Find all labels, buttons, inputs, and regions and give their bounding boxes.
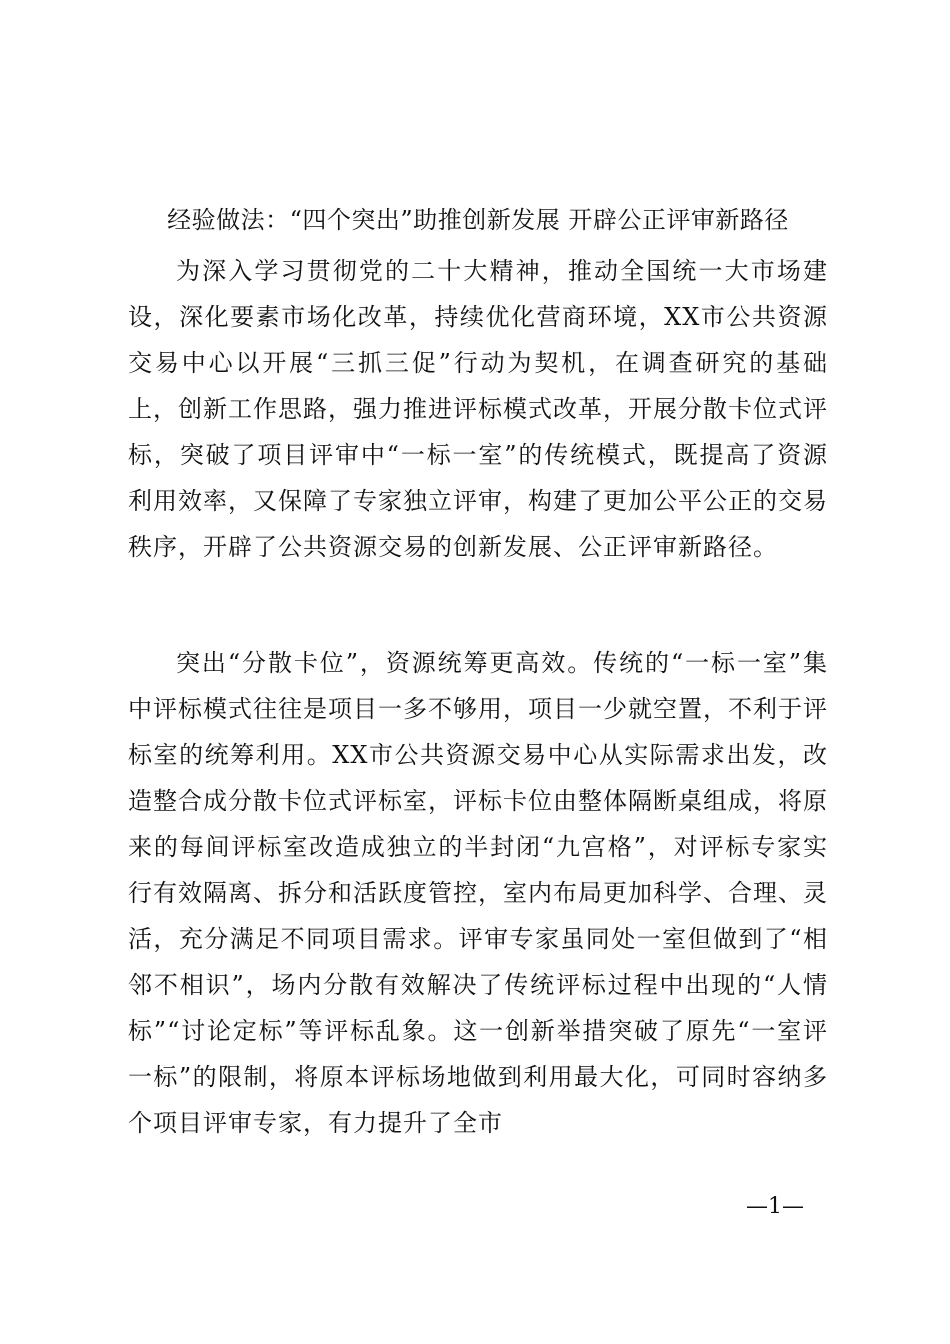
paragraph-section-1: 突出“分散卡位”，资源统筹更高效。传统的“一标一室”集中评标模式往往是项目一多不够用，项目一少就空置，不利于评标室的统筹利用。XX市公共资源交易中心从实际需求出发，改造整合成分散卡位式评标室，评标卡位由整体隔断桌组成，将原来的每间评标室改造成独立的半封闭“九宫格”，对评标专家实行有效隔离、拆分和活跃度管控，室内布局更加科学、合理、灵活，充分满足不同项目需求。评审专家虽同处一室但做到了“相邻不相识”，场内分散有效解决了传统评标过程中出现的“人情标”“讨论定标”等评标乱象。这一创新举措突破了原先“一室评一标”的限制，将原本评标场地做到利用最大化，可同时容纳多个项目评审专家，有力提升了全市 <box>128 649 828 1137</box>
paragraph-intro: 为深入学习贯彻党的二十大精神，推动全国统一大市场建设，深化要素市场化改革，持续优化营商环境，XX市公共资源交易中心以开展“三抓三促”行动为契机，在调查研究的基础上，创新工作思路，强力推进评标模式改革，开展分散卡位式评标，突破了项目评审中“一标一室”的传统模式，既提高了资源利用效率，又保障了专家独立评审，构建了更加公平公正的交易秩序，开辟了公共资源交易的创新发展、公正评审新路径。 <box>128 257 828 561</box>
document-title: 经验做法：“四个突出”助推创新发展 开辟公正评审新路径 <box>167 206 789 234</box>
page-number: —1— <box>746 1194 804 1219</box>
